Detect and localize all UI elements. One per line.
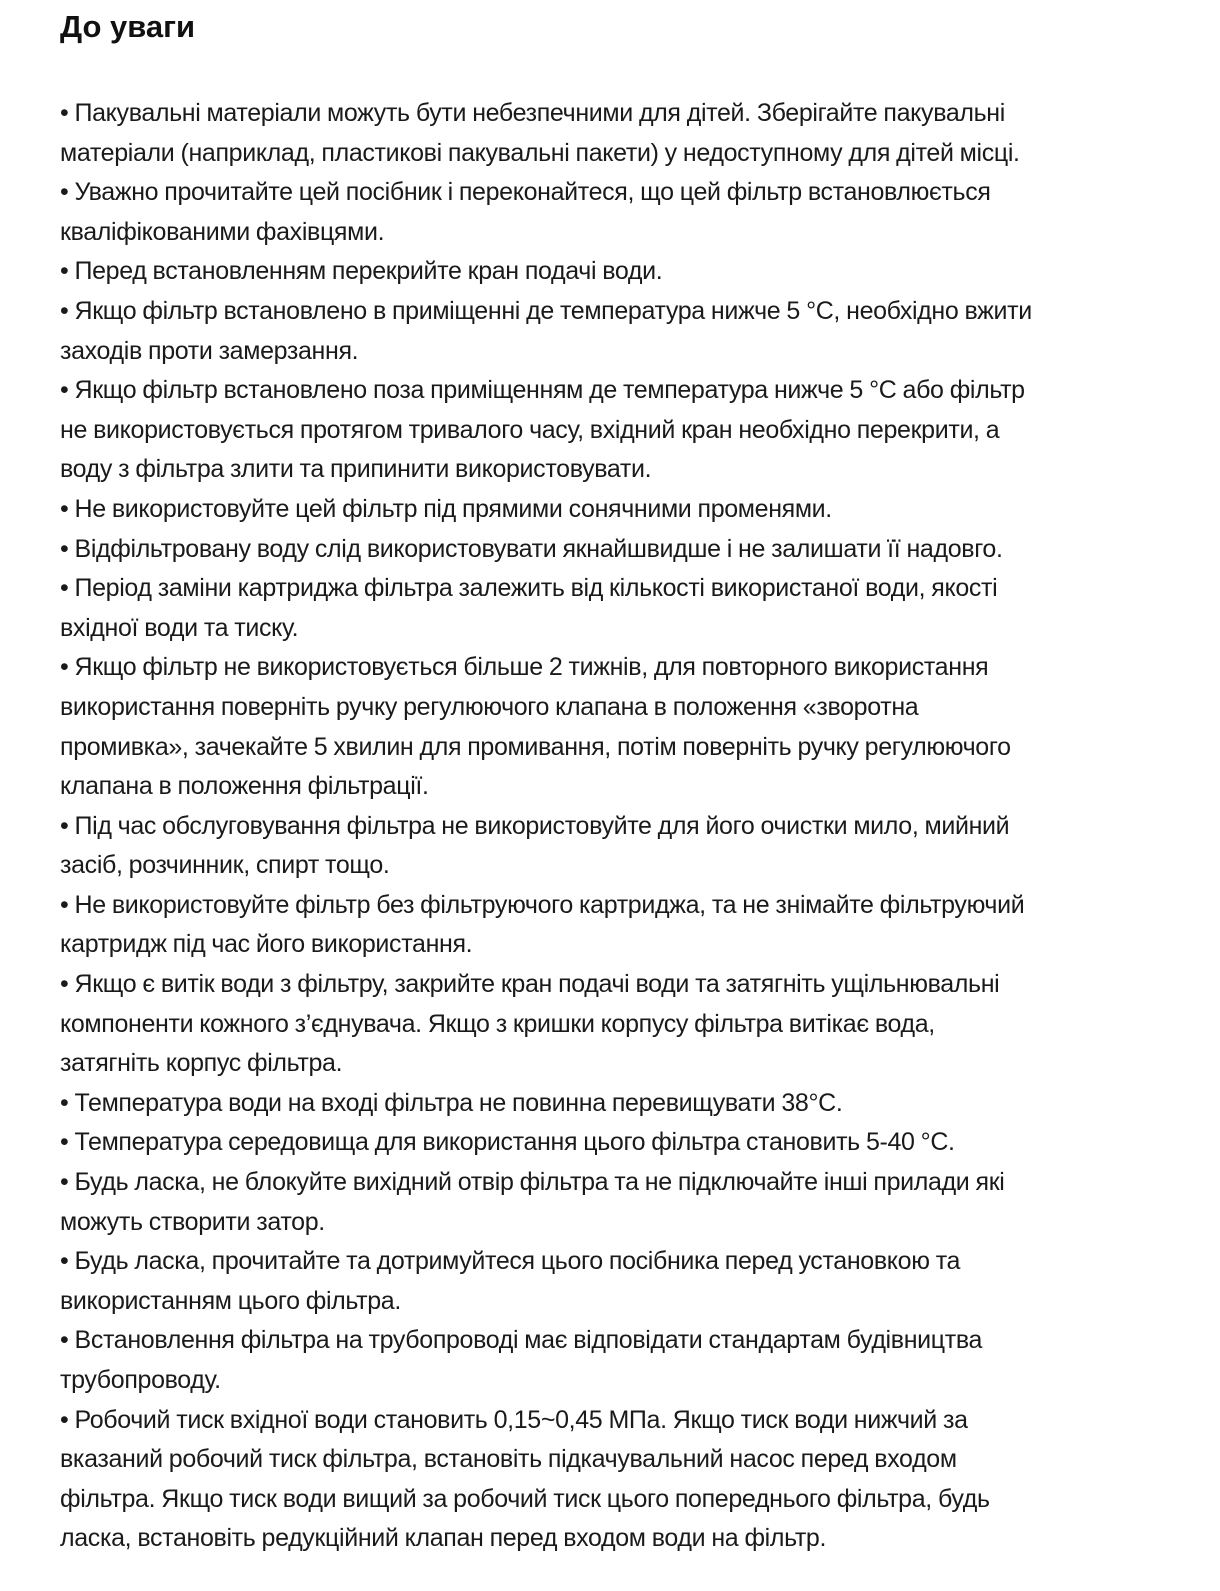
notice-line: затягніть корпус фільтра.: [60, 1049, 343, 1078]
notice-line: промивка», зачекайте 5 хвилин для промивання, потім поверніть ручку регулюючого: [60, 732, 1011, 761]
notice-line: • Під час обслуговування фільтра не використовуйте для його очистки мило, мийний: [60, 811, 1010, 840]
notice-item: [60, 1163, 1200, 1242]
notice-item: [60, 1401, 1200, 1559]
notice-line: матеріали (наприклад, пластикові пакувальні пакети) у недоступному для дітей місці.: [60, 138, 1020, 167]
notice-line: можуть створити затор.: [60, 1207, 325, 1236]
notice-item: [60, 1084, 1200, 1124]
notice-item: [60, 569, 1200, 648]
notice-line: • Не використовуйте фільтр без фільтруючого картриджа, та не знімайте фільтруючий: [60, 890, 1025, 919]
notice-line: кваліфікованими фахівцями.: [60, 217, 385, 246]
notice-line: • Якщо є витік води з фільтру, закрийте кран подачі води та затягніть ущільнювальні: [60, 970, 1000, 999]
notice-item: [60, 1242, 1200, 1321]
notice-line: • Будь ласка, прочитайте та дотримуйтеся цього посібника перед установкою та: [60, 1247, 961, 1276]
notice-item: [60, 490, 1200, 530]
notice-item: [60, 173, 1200, 252]
notice-item: [60, 371, 1200, 490]
notice-line: • Якщо фільтр встановлено поза приміщенням де температура нижче 5 °C або фільтр: [60, 376, 1025, 405]
notice-line: • Температура середовища для використання цього фільтра становить 5-40 °C.: [60, 1128, 955, 1157]
notice-line: вхідної води та тиску.: [60, 613, 299, 642]
notice-line: • Будь ласка, не блокуйте вихідний отвір фільтра та не підключайте інші прилади які: [60, 1168, 1005, 1197]
notice-item: [60, 886, 1200, 965]
notice-line: • Якщо фільтр встановлено в приміщенні де температура нижче 5 °C, необхідно вжити: [60, 296, 1032, 325]
notice-line: воду з фільтра злити та припинити використовувати.: [60, 455, 652, 484]
notice-item: [60, 94, 1200, 173]
notice-item: [60, 1321, 1200, 1400]
notice-item: [60, 1123, 1200, 1163]
notice-line: картридж під час його використання.: [60, 930, 473, 959]
page-title: До уваги: [60, 9, 196, 44]
notice-line: • Відфільтровану воду слід використовувати якнайшвидше і не залишати її надовго.: [60, 534, 1003, 563]
notice-list: [60, 94, 1200, 1559]
notice-line: • Уважно прочитайте цей посібник і переконайтеся, що цей фільтр встановлюється: [60, 178, 991, 207]
notice-item: [60, 648, 1200, 806]
notice-line: клапана в положення фільтрації.: [60, 772, 429, 801]
notice-line: • Встановлення фільтра на трубопроводі має відповідати стандартам будівництва: [60, 1326, 983, 1355]
notice-line: трубопроводу.: [60, 1366, 221, 1394]
notice-line: • Температура води на вході фільтра не повинна перевищувати 38°C.: [60, 1088, 843, 1117]
notice-line: використання поверніть ручку регулюючого клапана в положення «зворотна: [60, 692, 919, 721]
notice-line: • Якщо фільтр не використовується більше 2 тижнів, для повторного використання: [60, 653, 989, 682]
notice-line: • Період заміни картриджа фільтра залежить від кількості використаної води, якості: [60, 574, 998, 603]
notice-item: [60, 807, 1200, 886]
notice-line: ласка, встановіть редукційний клапан перед входом води на фільтр.: [60, 1524, 827, 1553]
notice-item: [60, 965, 1200, 1084]
notice-line: • Робочий тиск вхідної води становить 0,15~0,45 МПа. Якщо тиск води нижчий за: [60, 1405, 968, 1434]
notice-line: використанням цього фільтра.: [60, 1286, 401, 1315]
notice-line: • Перед встановленням перекрийте кран подачі води.: [60, 257, 663, 286]
notice-line: засіб, розчинник, спирт тощо.: [60, 851, 390, 880]
notice-line: компоненти кожного з’єднувача. Якщо з кришки корпусу фільтра витікає вода,: [60, 1009, 935, 1038]
notice-item: [60, 292, 1200, 371]
notice-line: заходів проти замерзання.: [60, 336, 359, 365]
notice-line: фільтра. Якщо тиск води вищий за робочий тиск цього попереднього фільтра, будь: [60, 1484, 990, 1513]
notice-item: [60, 530, 1200, 570]
notice-line: не використовується протягом тривалого часу, вхідний кран необхідно перекрити, а: [60, 415, 1000, 444]
notice-line: вказаний робочий тиск фільтра, встановіть підкачувальний насос перед входом: [60, 1445, 957, 1474]
notice-line: • Пакувальні матеріали можуть бути небезпечними для дітей. Зберігайте пакувальні: [60, 99, 1005, 127]
notice-item: [60, 252, 1200, 292]
notice-line: • Не використовуйте цей фільтр під прямими сонячними променями.: [60, 494, 832, 523]
